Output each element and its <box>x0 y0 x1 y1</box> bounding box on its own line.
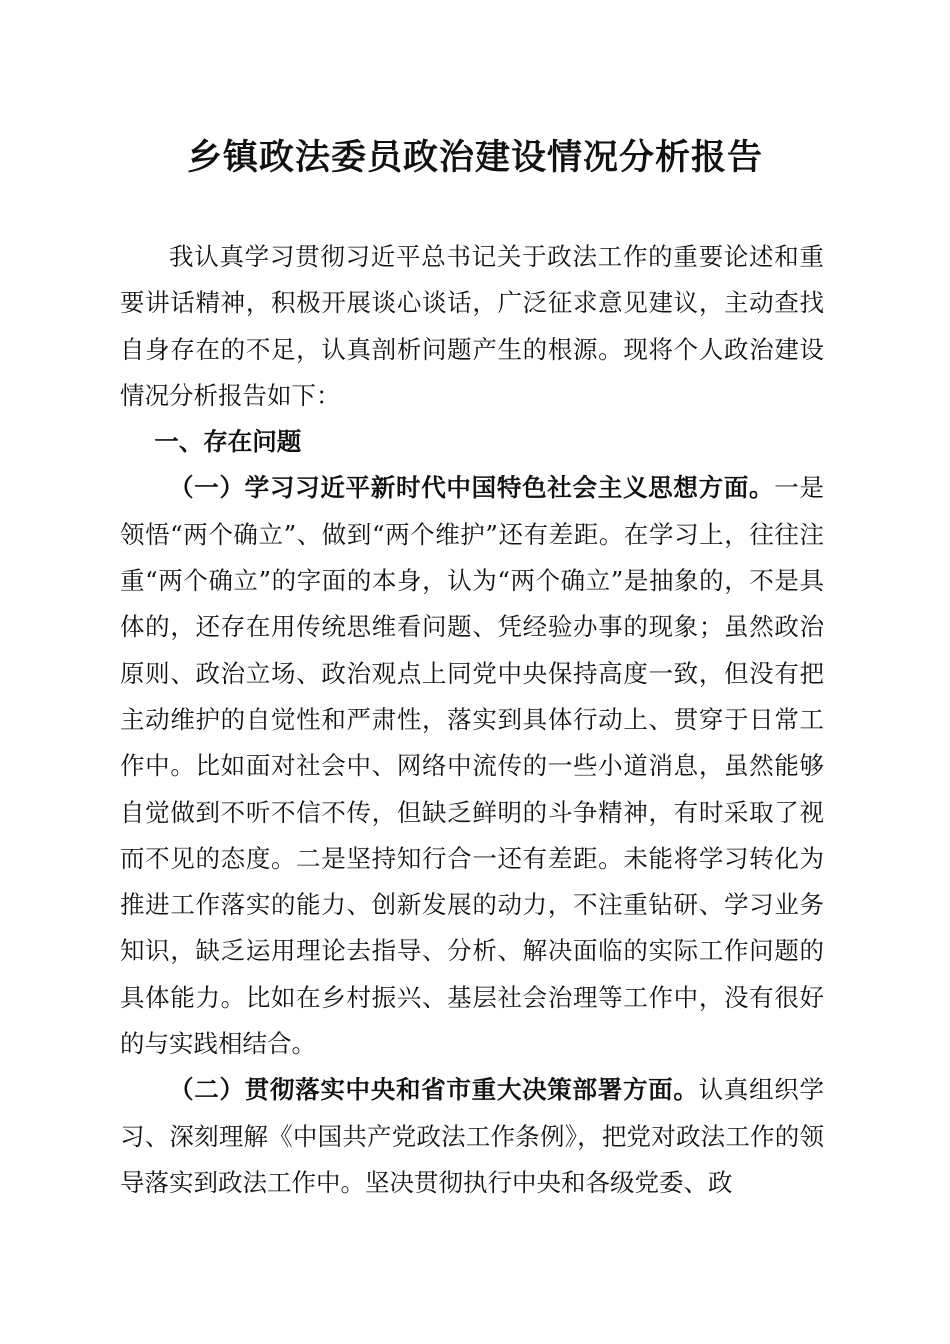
intro-paragraph: 我认真学习贯彻习近平总书记关于政法工作的重要论述和重要讲话精神，积极开展谈心谈话，广泛征求意见建议，主动查找自身存在的不足，认真剖析问题产生的根源。现将个人政治建设情况分析报告如下： <box>120 242 824 410</box>
subsection-1-paragraph <box>120 465 824 1067</box>
subsection-1-heading: （一）学习习近平新时代中国特色社会主义思想方面。 <box>169 473 775 503</box>
subsection-1-body: 一是领悟“两个确立”、做到“两个维护”还有差距。在学习上，往往注重“两个确立”的字面的本身，认为“两个确立”是抽象的，不是具体的，还存在用传统思维看问题、凭经验办事的现象；虽然政治原则、政治立场、政治观点上同党中央保持高度一致，但没有把主动维护的自觉性和严肃性，落实到具体行动上、贯穿于日常工作中。比如面对社会中、网络中流传的一些小道消息，虽然能够自觉做到不听不信不传，但缺乏鲜明的斗争精神，有时采取了视而不见的态度。二是坚持知行合一还有差距。未能将学习转化为推进工作落实的能力、创新发展的动力，不注重钻研、学习业务知识，缺乏运用理论去指导、分析、解决面临的实际工作问题的具体能力。比如在乡村振兴、基层社会治理等工作中，没有很好的与实践相结合。 <box>120 473 825 1059</box>
section-heading-problems: 一、存在问题 <box>154 427 302 457</box>
subsection-2-body: 认真组织学习、深刻理解《中国共产党政法工作条例》，把党对政法工作的领导落实到政法工作中。坚决贯彻执行中央和各级党委、政 <box>120 1075 825 1197</box>
subsection-2-paragraph <box>120 1067 824 1206</box>
document-title: 乡镇政法委员政治建设情况分析报告 <box>186 137 763 178</box>
document-body <box>120 234 824 1206</box>
subsection-2-heading: （二）贯彻落实中央和省市重大决策部署方面。 <box>169 1075 699 1105</box>
